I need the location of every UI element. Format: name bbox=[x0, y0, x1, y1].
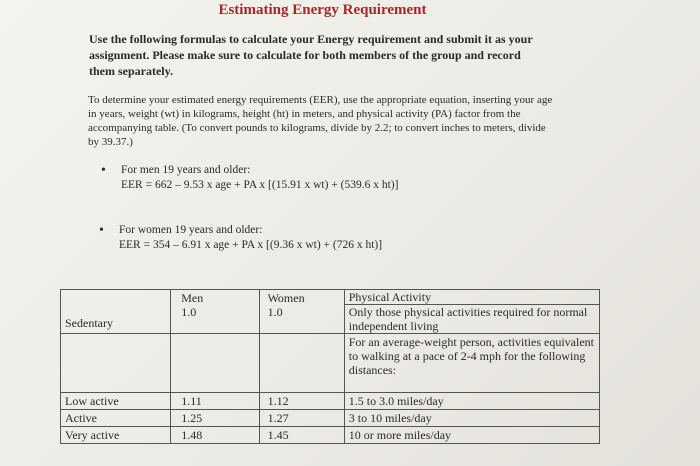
bullet: • bbox=[101, 163, 106, 178]
active-note: For an average-weight person, activities equivalent to walking at a pace of 2-4 mph for the following distances: bbox=[348, 335, 594, 377]
sedentary-women-value: 1.0 bbox=[267, 305, 283, 319]
level-label-cell bbox=[61, 427, 171, 444]
low-active-men: 1.11 bbox=[181, 394, 202, 408]
assignment-instructions: Use the following formulas to calculate your Energy requirement and submit it as your assignment. Please make sure to calculate for both members of the group and record them separately. bbox=[89, 32, 533, 78]
active-women: 1.27 bbox=[267, 411, 289, 425]
level-distance-cell bbox=[344, 410, 599, 427]
low-active-label: Low active bbox=[65, 394, 119, 408]
table-row bbox=[61, 290, 600, 334]
sedentary-women-cell bbox=[259, 290, 344, 334]
document-title: Estimating Energy Requirement bbox=[218, 2, 427, 18]
level-women-cell bbox=[259, 427, 344, 444]
low-active-women: 1.12 bbox=[267, 394, 289, 408]
activity-header: Physical Activity bbox=[345, 290, 599, 305]
table-row bbox=[61, 410, 600, 427]
active-distance: 3 to 10 miles/day bbox=[348, 411, 432, 425]
very-active-men: 1.48 bbox=[181, 428, 203, 442]
level-distance-cell bbox=[344, 427, 599, 444]
active-note-cell bbox=[344, 334, 599, 393]
level-men-cell bbox=[171, 410, 259, 427]
formula-men-label: For men 19 years and older: bbox=[121, 164, 251, 176]
bullet: • bbox=[99, 223, 104, 238]
formula-men-equation: EER = 662 – 9.53 x age + PA x [(15.91 x wt) + (539.6 x ht)] bbox=[121, 179, 399, 191]
level-women-cell bbox=[259, 393, 344, 410]
blank-cell bbox=[61, 334, 171, 393]
sedentary-label-cell bbox=[61, 290, 171, 334]
level-label-cell bbox=[61, 410, 171, 427]
table-row bbox=[61, 334, 600, 393]
sedentary-men-cell bbox=[171, 290, 259, 334]
very-active-label: Very active bbox=[65, 428, 120, 442]
blank-cell bbox=[259, 334, 344, 393]
very-active-women: 1.45 bbox=[267, 428, 289, 442]
intro-paragraph: To determine your estimated energy requirements (EER), use the appropriate equation, inserting your age in years, weight (wt) in kilograms, height (ht) in meters, and physical activity (PA) factor from the accompanying table. (To convert pounds to kilograms, divide by 2.2; to convert inches to meters, divide by 39.37.) bbox=[88, 94, 553, 148]
table-row bbox=[61, 393, 600, 410]
level-men-cell bbox=[171, 393, 259, 410]
low-active-distance: 1.5 to 3.0 miles/day bbox=[348, 394, 444, 408]
sedentary-label: Sedentary bbox=[65, 316, 113, 330]
formula-women-label: For women 19 years and older: bbox=[119, 224, 263, 236]
active-men: 1.25 bbox=[181, 411, 203, 425]
formula-women bbox=[99, 223, 383, 253]
table-row bbox=[61, 427, 600, 444]
formula-women-equation: EER = 354 – 6.91 x age + PA x [(9.36 x wt) + (726 x ht)] bbox=[119, 239, 383, 251]
formula-men bbox=[101, 163, 399, 193]
sedentary-men-value: 1.0 bbox=[181, 305, 197, 319]
level-distance-cell bbox=[344, 393, 599, 410]
level-label-cell bbox=[61, 393, 171, 410]
sedentary-description: Only those physical activities required for normal independent living bbox=[348, 305, 588, 333]
level-women-cell bbox=[259, 410, 344, 427]
active-label: Active bbox=[65, 411, 97, 425]
sedentary-description-cell bbox=[344, 290, 599, 334]
level-men-cell bbox=[171, 427, 259, 444]
women-header: Women bbox=[267, 291, 305, 305]
blank-cell bbox=[171, 334, 259, 393]
very-active-distance: 10 or more miles/day bbox=[348, 428, 452, 442]
men-header: Men bbox=[181, 291, 204, 305]
physical-activity-table bbox=[60, 289, 600, 444]
